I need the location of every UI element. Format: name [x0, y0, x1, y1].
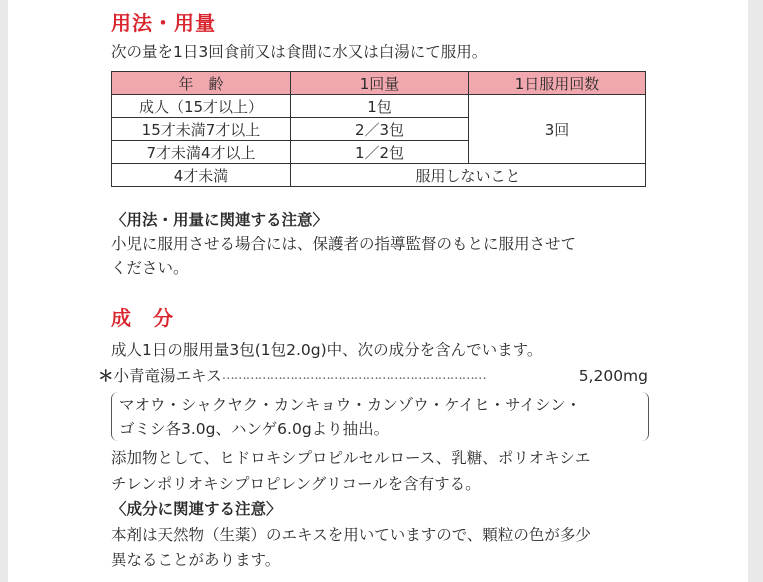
usage-heading: 用法・用量 [111, 11, 216, 35]
asterisk-marker: ＊ [98, 367, 114, 385]
row-age: 15才未満7才以上 [112, 118, 291, 141]
header-times: 1日服用回数 [469, 72, 646, 95]
usage-intro: 次の量を1日3回食前又は食間に水又は白湯にて服用。 [111, 43, 488, 61]
ingredients-intro: 成人1日の服用量3包(1包2.0g)中、次の成分を含んでいます。 [111, 341, 543, 359]
row-dose: 2／3包 [291, 118, 469, 141]
row-dose: 1包 [291, 95, 469, 118]
table-row [112, 164, 646, 187]
herbs-line: マオウ・シャクヤク・カンキョウ・カンゾウ・ケイヒ・サイシン・ [119, 396, 582, 414]
ingredients-note-heading: 〈成分に関連する注意〉 [111, 500, 282, 518]
document-page [8, 0, 748, 582]
ingredient-name: 小青竜湯エキス [113, 367, 222, 385]
daily-times: 3回 [469, 95, 646, 164]
ingredient-amount: 5,200mg [578, 367, 648, 385]
ingredient-line [98, 364, 648, 388]
table-row [112, 95, 646, 118]
herbs-line: ゴミシ各3.0g、ハンゲ6.0gより抽出。 [119, 420, 390, 438]
usage-note-line: 小児に服用させる場合には、保護者の指導監督のもとに服用させて [111, 235, 577, 253]
header-dose: 1回量 [291, 72, 469, 95]
additive-line: チレンポリオキシプロピレングリコールを含有する。 [111, 475, 481, 493]
ingredients-note-line: 異なることがあります。 [111, 551, 281, 569]
row-note: 服用しないこと [291, 164, 646, 187]
row-age: 7才未満4才以上 [112, 141, 291, 164]
header-age: 年 齢 [112, 72, 291, 95]
leader-dots: ………………………………………………………… [221, 368, 486, 383]
row-dose: 1／2包 [291, 141, 469, 164]
row-age: 4才未満 [112, 164, 291, 187]
additive-line: 添加物として、ヒドロキシプロピルセルロース、乳糖、ポリオキシエ [111, 449, 591, 467]
usage-note-heading: 〈用法・用量に関連する注意〉 [111, 211, 329, 229]
dosage-table [111, 71, 646, 187]
usage-note-line: ください。 [111, 259, 189, 277]
table-header-row [112, 72, 646, 95]
ingredients-note-line: 本剤は天然物（生薬）のエキスを用いていますので、顆粒の色が多少 [111, 526, 591, 544]
row-age: 成人（15才以上） [112, 95, 291, 118]
ingredients-heading: 成 分 [111, 306, 174, 330]
